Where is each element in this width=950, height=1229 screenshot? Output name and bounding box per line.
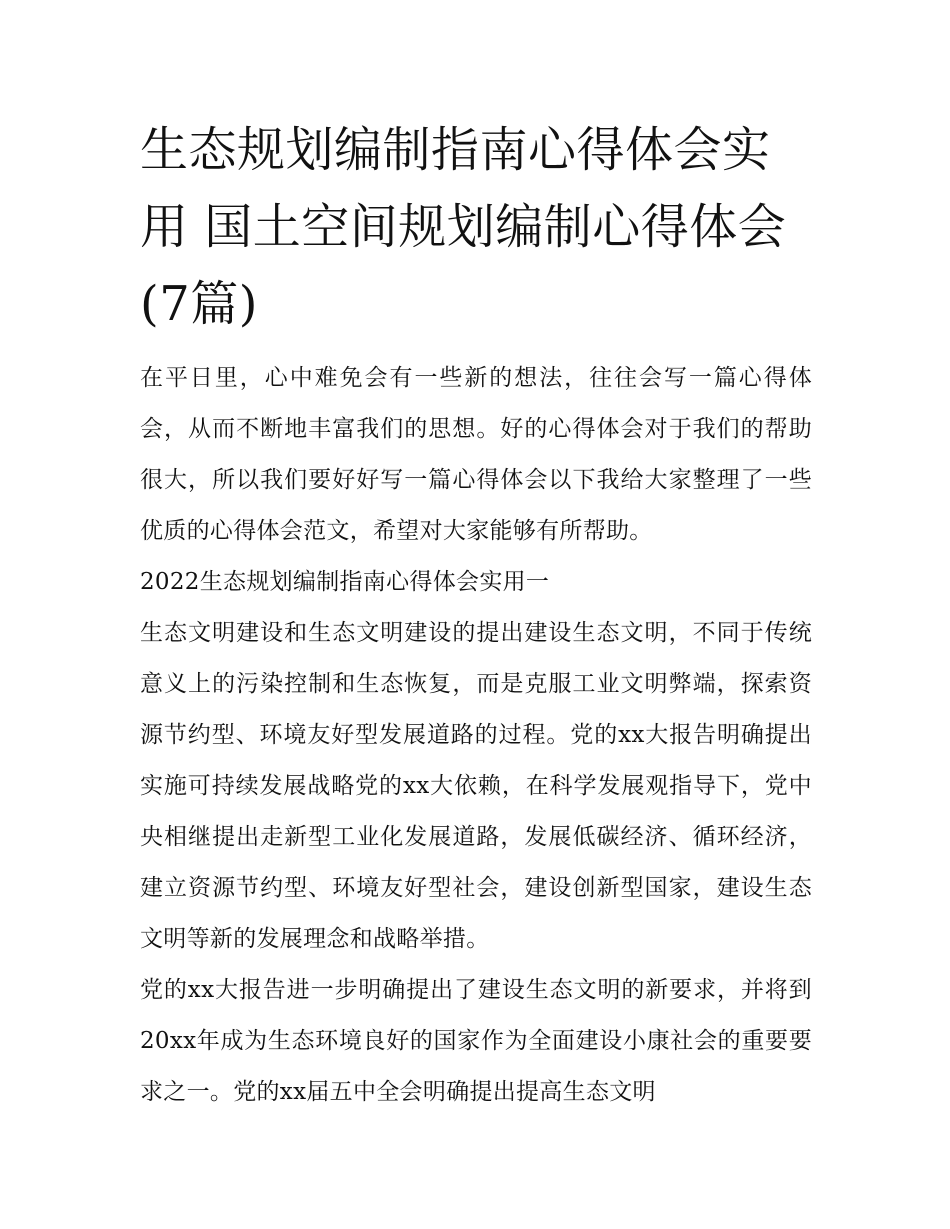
document-title: 生态规划编制指南心得体会实用 国土空间规划编制心得体会(7篇) <box>140 122 787 332</box>
body-paragraph-2: 党的xx大报告进一步明确提出了建设生态文明的新要求，并将到20xx年成为生态环境良好的国家作为全面建设小康社会的重要要求之一。党的xx届五中全会明确提出提高生态文明 <box>140 977 812 1105</box>
intro-paragraph: 在平日里，心中难免会有一些新的想法，往往会写一篇心得体会，从而不断地丰富我们的思想。好的心得体会对于我们的帮助很大，所以我们要好好写一篇心得体会以下我给大家整理了一些优质的心得体会范文，希望对大家能够有所帮助。 <box>140 365 812 544</box>
document-page <box>140 112 812 1118</box>
body-paragraph-1: 生态文明建设和生态文明建设的提出建设生态文明，不同于传统意义上的污染控制和生态恢复，而是克服工业文明弊端，探索资源节约型、环境友好型发展道路的过程。党的xx大报告明确提出实施可持续发展战略党的xx大依赖，在科学发展观指导下，党中央相继提出走新型工业化发展道路，发展低碳经济、循环经济，建立资源节约型、环境友好型社会，建设创新型国家，建设生态文明等新的发展理念和战略举措。 <box>140 620 812 952</box>
section-heading: 2022生态规划编制指南心得体会实用一 <box>140 569 550 595</box>
